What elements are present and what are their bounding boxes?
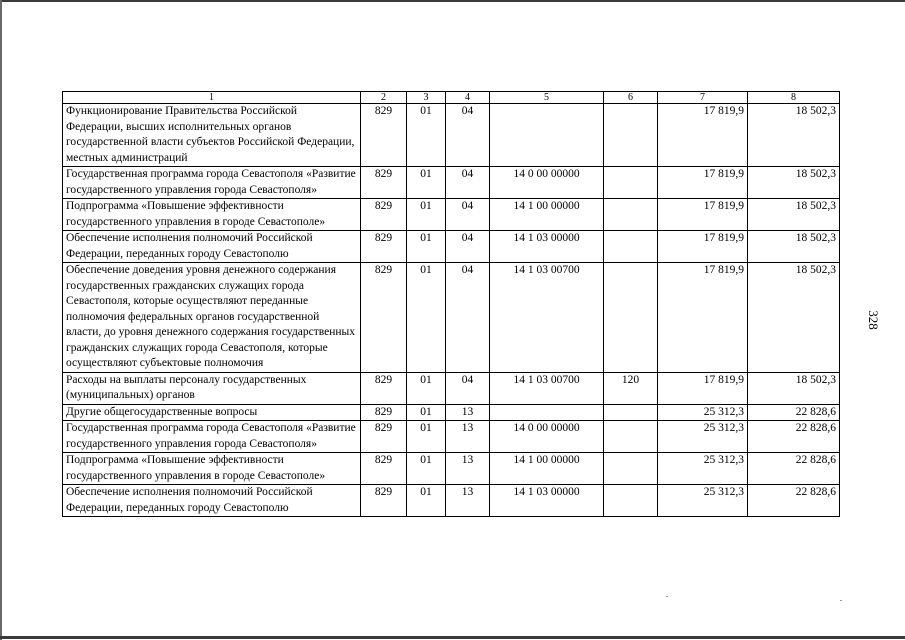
- row-section-cell: 01: [407, 453, 446, 485]
- row-admin-code-cell: 829: [361, 104, 407, 167]
- row-admin-code-cell: 829: [361, 199, 407, 231]
- row-amount-2-cell: 22 828,6: [748, 421, 840, 453]
- row-amount-1-cell: 25 312,3: [658, 404, 748, 421]
- row-section-cell: 01: [407, 231, 446, 263]
- row-amount-1-cell: 17 819,9: [658, 372, 748, 404]
- row-expense-type-cell: 120: [604, 372, 658, 404]
- row-name-cell: Обеспечение доведения уровня денежного содержания государственных гражданских служащих города Севастополя, которые осуществляют переданные полномочия федеральных органов государственной власти, до уровня денежного содержания государственных гражданских служащих города Севастополя, которые осуществляют субъектовые полномочия: [63, 263, 361, 373]
- row-section-cell: 01: [407, 104, 446, 167]
- row-subsection-cell: 13: [446, 421, 490, 453]
- row-expense-type-cell: [604, 199, 658, 231]
- header-cell: 6: [604, 92, 658, 104]
- table-row: [63, 199, 840, 231]
- row-name-cell: Подпрограмма «Повышение эффективности государственного управления в городе Севастополе»: [63, 199, 361, 231]
- table-row: [63, 453, 840, 485]
- row-subsection-cell: 04: [446, 104, 490, 167]
- page-number: 328: [866, 310, 881, 330]
- row-amount-2-cell: 22 828,6: [748, 404, 840, 421]
- scan-edge-top: [0, 0, 905, 2]
- row-target-article-cell: [490, 104, 604, 167]
- scan-speck: [840, 600, 842, 601]
- row-amount-1-cell: 25 312,3: [658, 485, 748, 517]
- table-row: [63, 421, 840, 453]
- row-name-cell: Государственная программа города Севастополя «Развитие государственного управления города Севастополя»: [63, 421, 361, 453]
- row-target-article-cell: 14 1 03 00000: [490, 231, 604, 263]
- row-name-cell: Функционирование Правительства Российской Федерации, высших исполнительных органов государственной власти субъектов Российской Федерации, местных администраций: [63, 104, 361, 167]
- row-amount-1-cell: 17 819,9: [658, 199, 748, 231]
- row-amount-2-cell: 18 502,3: [748, 167, 840, 199]
- table-row: [63, 104, 840, 167]
- table-row: [63, 485, 840, 517]
- scan-edge-left: [0, 0, 2, 640]
- row-target-article-cell: 14 1 00 00000: [490, 199, 604, 231]
- header-cell: 8: [748, 92, 840, 104]
- row-amount-1-cell: 25 312,3: [658, 421, 748, 453]
- table-row: [63, 263, 840, 373]
- row-subsection-cell: 04: [446, 372, 490, 404]
- row-admin-code-cell: 829: [361, 167, 407, 199]
- row-expense-type-cell: [604, 421, 658, 453]
- row-target-article-cell: 14 1 03 00700: [490, 372, 604, 404]
- row-subsection-cell: 04: [446, 263, 490, 373]
- row-subsection-cell: 13: [446, 453, 490, 485]
- row-target-article-cell: 14 1 00 00000: [490, 453, 604, 485]
- row-target-article-cell: 14 0 00 00000: [490, 421, 604, 453]
- row-admin-code-cell: 829: [361, 372, 407, 404]
- row-amount-1-cell: 17 819,9: [658, 167, 748, 199]
- row-expense-type-cell: [604, 104, 658, 167]
- row-amount-2-cell: 18 502,3: [748, 263, 840, 373]
- row-section-cell: 01: [407, 167, 446, 199]
- row-section-cell: 01: [407, 404, 446, 421]
- row-name-cell: Обеспечение исполнения полномочий Российской Федерации, переданных городу Севастополю: [63, 231, 361, 263]
- row-section-cell: 01: [407, 199, 446, 231]
- row-subsection-cell: 13: [446, 404, 490, 421]
- row-name-cell: Другие общегосударственные вопросы: [63, 404, 361, 421]
- row-expense-type-cell: [604, 231, 658, 263]
- row-name-cell: Расходы на выплаты персоналу государственных (муниципальных) органов: [63, 372, 361, 404]
- row-subsection-cell: 04: [446, 167, 490, 199]
- row-expense-type-cell: [604, 263, 658, 373]
- row-amount-2-cell: 22 828,6: [748, 485, 840, 517]
- row-amount-1-cell: 25 312,3: [658, 453, 748, 485]
- scan-speck: [666, 596, 668, 597]
- row-target-article-cell: [490, 404, 604, 421]
- row-expense-type-cell: [604, 453, 658, 485]
- header-cell: 4: [446, 92, 490, 104]
- header-cell: 7: [658, 92, 748, 104]
- row-subsection-cell: 13: [446, 485, 490, 517]
- header-cell: 2: [361, 92, 407, 104]
- row-amount-1-cell: 17 819,9: [658, 104, 748, 167]
- table-row: [63, 167, 840, 199]
- table-header-row: [63, 92, 840, 104]
- row-target-article-cell: 14 1 03 00700: [490, 263, 604, 373]
- row-expense-type-cell: [604, 167, 658, 199]
- row-subsection-cell: 04: [446, 199, 490, 231]
- row-amount-2-cell: 18 502,3: [748, 231, 840, 263]
- row-amount-1-cell: 17 819,9: [658, 231, 748, 263]
- row-admin-code-cell: 829: [361, 421, 407, 453]
- row-name-cell: Государственная программа города Севастополя «Развитие государственного управления города Севастополя»: [63, 167, 361, 199]
- row-admin-code-cell: 829: [361, 231, 407, 263]
- row-amount-2-cell: 18 502,3: [748, 104, 840, 167]
- row-amount-2-cell: 22 828,6: [748, 453, 840, 485]
- row-amount-2-cell: 18 502,3: [748, 199, 840, 231]
- header-cell: 3: [407, 92, 446, 104]
- row-amount-2-cell: 18 502,3: [748, 372, 840, 404]
- row-expense-type-cell: [604, 485, 658, 517]
- table-row: [63, 231, 840, 263]
- row-admin-code-cell: 829: [361, 453, 407, 485]
- row-section-cell: 01: [407, 372, 446, 404]
- row-amount-1-cell: 17 819,9: [658, 263, 748, 373]
- row-subsection-cell: 04: [446, 231, 490, 263]
- row-section-cell: 01: [407, 485, 446, 517]
- row-admin-code-cell: 829: [361, 485, 407, 517]
- row-section-cell: 01: [407, 421, 446, 453]
- row-admin-code-cell: 829: [361, 263, 407, 373]
- row-section-cell: 01: [407, 263, 446, 373]
- row-name-cell: Обеспечение исполнения полномочий Российской Федерации, переданных городу Севастополю: [63, 485, 361, 517]
- row-expense-type-cell: [604, 404, 658, 421]
- header-cell: 5: [490, 92, 604, 104]
- table-row: [63, 372, 840, 404]
- table-row: [63, 404, 840, 421]
- budget-table: [62, 91, 840, 517]
- row-name-cell: Подпрограмма «Повышение эффективности государственного управления в городе Севастополе»: [63, 453, 361, 485]
- row-admin-code-cell: 829: [361, 404, 407, 421]
- header-cell: 1: [63, 92, 361, 104]
- row-target-article-cell: 14 1 03 00000: [490, 485, 604, 517]
- scan-edge-bottom: [0, 636, 905, 639]
- row-target-article-cell: 14 0 00 00000: [490, 167, 604, 199]
